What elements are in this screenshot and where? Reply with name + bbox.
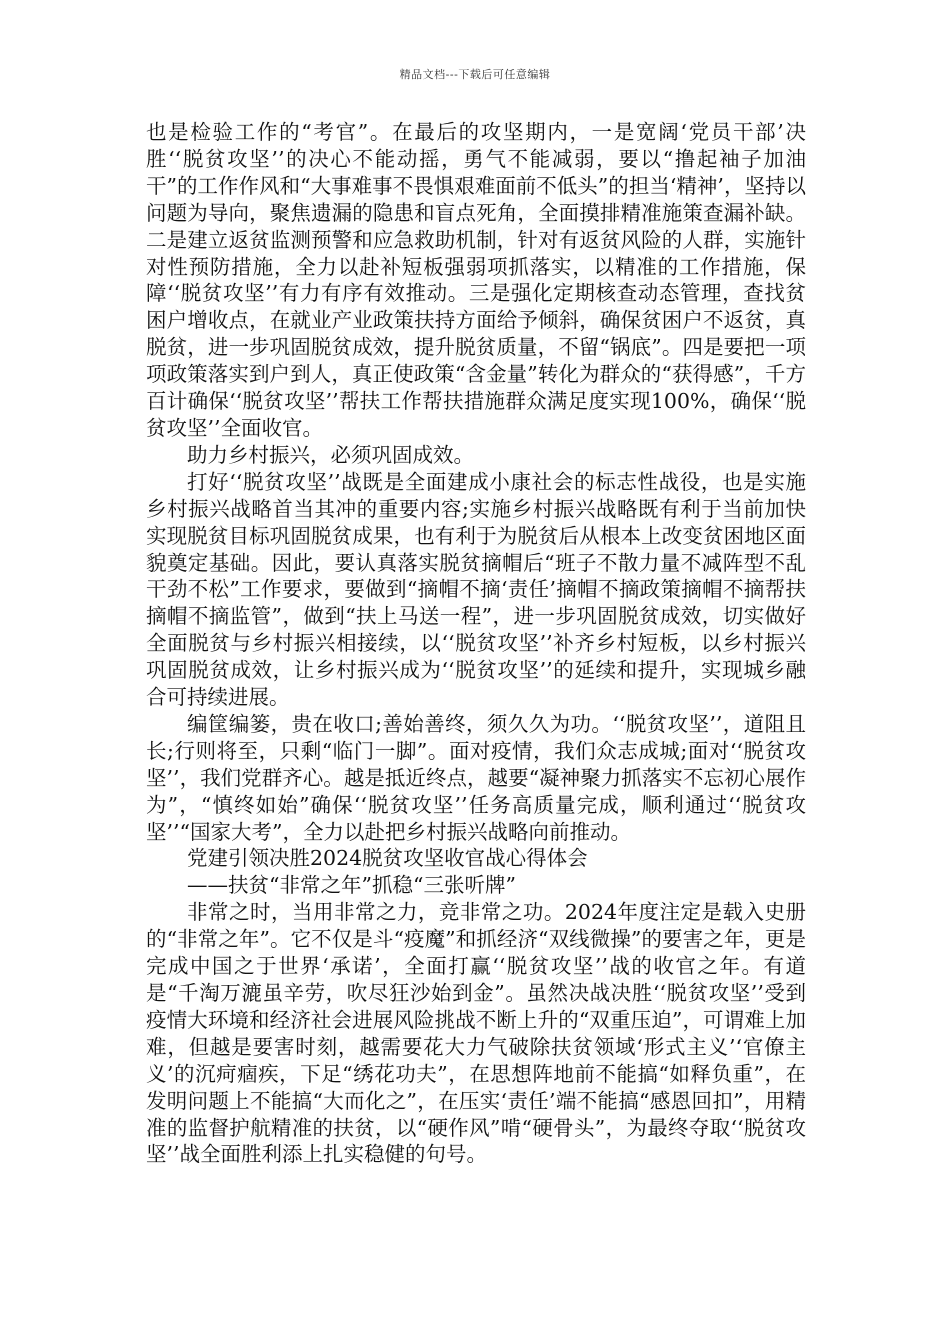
paragraph-1: 也是检验工作的“考官”。在最后的攻坚期内，一是宽阔‘党员干部’决胜‘‘脱贫攻坚’’的决心不能动摇，勇气不能减弱，要以“撸起袖子加油干”的工作作风和“大事难事不畏惧艰难面前不低头”的担当‘精神’，坚持以问题为导向，聚焦遗漏的隐患和盲点死角，全面摸排精准施策查漏补缺。二是建立返贫监测预警和应急救助机制，针对有返贫风险的人群，实施针对性预防措施，全力以赴补短板强弱项抓落实，以精准的工作措施，保障‘‘脱贫攻坚’’有力有序有效推动。三是强化定期核查动态管理，查找贫困户增收点，在就业产业政策扶持方面给予倾斜，确保贫困户不返贫，真脱贫，进一步巩固脱贫成效，提升脱贫质量，不留“锅底”。四是要把一项项政策落实到户到人，真正使政策“含金量”转化为群众的“获得感”，千方百计确保‘‘脱贫攻坚’’帮扶工作帮扶措施群众满足度实现100%，确保‘‘脱贫攻坚’’全面收官。 bbox=[146, 120, 806, 440]
paragraph-5: 非常之时，当用非常之力，竞非常之功。2024年度注定是载入史册的“非常之年”。它不仅是斗“疫魔”和抓经济“双线微操”的要害之年，更是完成中国之于世界‘承诺’，全面打赢‘‘脱贫攻坚’’战的收官之年。有道是“千淘万漉虽辛劳，吹尽狂沙始到金”。虽然决战决胜‘‘脱贫攻坚’’受到疫情大环境和经济社会进展风险挑战不断上升的“双重压迫”，可谓难上加难，但越是要害时刻，越需要花大力气破除扶贫领域‘形式主义’‘官僚主义’的沉疴痼疾，下足“绣花功夫”，在思想阵地前不能搞“如释负重”，在发明问题上不能搞“大而化之”，在压实‘责任’端不能搞“感恩回扣”，用精准的监督护航精准的扶贫，以“硬作风”啃“硬骨头”，为最终夺取‘‘脱贫攻坚’’战全面胜利添上扎实稳健的句号。 bbox=[146, 900, 806, 1167]
paragraph-3: 打好‘‘脱贫攻坚’’战既是全面建成小康社会的标志性战役，也是实施乡村振兴战略首当其冲的重要内容;实施乡村振兴战略既有利于当前加快实现脱贫目标巩固脱贫成果，也有利于为脱贫后从根本上改变贫困地区面貌奠定基础。因此，要认真落实脱贫摘帽后“班子不散力量不减阵型不乱干劲不松”工作要求，要做到“摘帽不摘‘责任’摘帽不摘政策摘帽不摘帮扶摘帽不摘监管”，做到“扶上马送一程”，进一步巩固脱贫成效，切实做好全面脱贫与乡村振兴相接续，以‘‘脱贫攻坚’’补齐乡村短板，以乡村振兴巩固脱贫成效，让乡村振兴成为‘‘脱贫攻坚’’的延续和提升，实现城乡融合可持续进展。 bbox=[146, 469, 806, 710]
page-header: 精品文档---下载后可任意编辑 bbox=[399, 68, 551, 81]
article-subtitle: ——扶贫“非常之年”抓稳“三张听牌” bbox=[187, 873, 516, 898]
document-body bbox=[146, 119, 806, 1168]
article-title: 党建引领决胜2024脱贫攻坚收官战心得体会 bbox=[187, 846, 588, 871]
paragraph-4: 编筐编篓，贵在收口;善始善终，须久久为功。‘‘脱贫攻坚’’，道阻且长;行则将至，只剩“临门一脚”。面对疫情，我们众志成城;面对‘‘脱贫攻坚’’，我们党群齐心。越是抵近终点，越要“凝神聚力抓落实不忘初心展作为”，“慎终如始”确保‘‘脱贫攻坚’’任务高质量完成，顺利通过‘‘脱贫攻坚’’“国家大考”，全力以赴把乡村振兴战略向前推动。 bbox=[146, 711, 806, 844]
paragraph-2: 助力乡村振兴，必须巩固成效。 bbox=[187, 442, 474, 467]
